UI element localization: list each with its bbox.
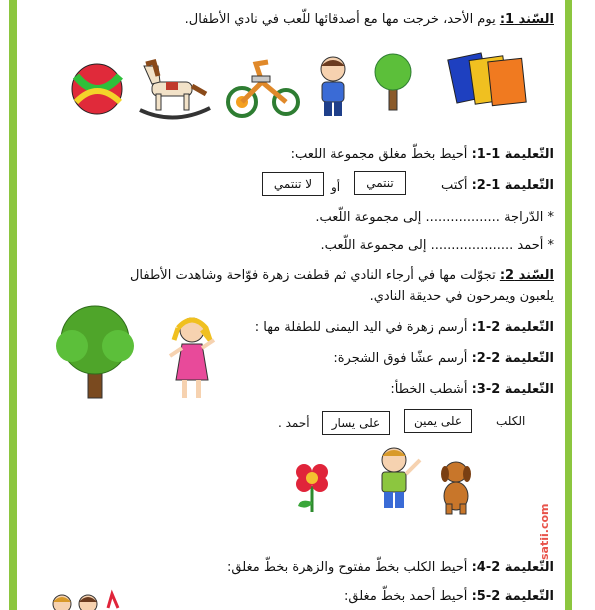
option-belongs-box: تنتمي (354, 171, 406, 195)
right-of-box: على يمين (404, 409, 472, 433)
t23-label: التّعليمة 2-3: (471, 382, 554, 397)
sanad2-label: السّند 2: (499, 268, 554, 283)
fill-ahmad-line: * أحمد .................... إلى مجموعة اللّعب. (320, 238, 554, 253)
left-green-border (9, 0, 17, 610)
notebooks-illustration (450, 48, 526, 110)
t21-label: التّعليمة 2-1: (471, 320, 554, 335)
t22-label: التّعليمة 2-2: (471, 351, 554, 366)
t11-label: التّعليمة 1-1: (471, 147, 554, 162)
t11-line (291, 147, 554, 162)
t25-text: أحيط أحمد بخطّ مغلق: (344, 589, 472, 604)
rocking-horse-illustration (136, 60, 212, 120)
sanad1-line (185, 12, 554, 27)
t23-text: أشطب الخطأ: (390, 382, 472, 397)
children-illustration-partial (48, 588, 128, 610)
t21-line (255, 320, 554, 335)
t12-text: أكتب (440, 178, 472, 193)
left-of-box: على يسار (322, 411, 390, 435)
t24-label: التّعليمة 2-4: (471, 560, 554, 575)
t11-text: أحيط بخطّ مغلق مجموعة اللعب: (290, 147, 472, 162)
bicycle-illustration (226, 58, 302, 120)
sanad2-line1 (130, 268, 554, 283)
ball-illustration (70, 62, 126, 116)
t12-label: التّعليمة 1-2: (471, 178, 554, 193)
girl-maha-illustration (168, 316, 218, 406)
small-tree-illustration (368, 52, 418, 112)
sanad2-line2: يلعبون ويمرحون في حديقة النادي. (369, 289, 554, 304)
t22-line (333, 351, 554, 366)
big-tree-illustration (48, 304, 142, 400)
right-green-border (565, 0, 572, 610)
t25-line (344, 589, 554, 604)
t24-text: أحيط الكلب بخطّ مفتوح والزهرة بخطّ مغلق: (227, 560, 472, 575)
ahmad-word: أحمد . (278, 416, 310, 430)
boy-illustration (314, 56, 352, 118)
t23-line (390, 382, 554, 397)
fill-bicycle-line: * الدّراجة .................. إلى مجموعة اللّعب. (315, 210, 554, 225)
boy-ahmad-illustration (370, 446, 426, 512)
t25-label: التّعليمة 2-5: (471, 589, 554, 604)
or-word: أو (331, 180, 341, 194)
dog-word: الكلب (496, 414, 526, 428)
flower-illustration (290, 458, 334, 514)
t24-line (227, 560, 554, 575)
sanad1-text: يوم الأحد، خرجت مها مع أصدقائها للّعب في نادي الأطفال. (184, 12, 500, 27)
option-not-belongs-box: لا تنتمي (262, 172, 324, 196)
dog-illustration (436, 460, 476, 516)
t22-text: أرسم عشّا فوق الشجرة: (333, 351, 472, 366)
sanad2-text1: تجوّلت مها في أرجاء النادي ثم قطفت زهرة فوّاحة وشاهدت الأطفال (129, 268, 500, 283)
sanad1-label: السّند 1: (499, 12, 554, 27)
watermark: satii.com (538, 503, 551, 560)
t12-line (441, 178, 554, 193)
t21-text: أرسم زهرة في اليد اليمنى للطفلة مها : (254, 320, 472, 335)
